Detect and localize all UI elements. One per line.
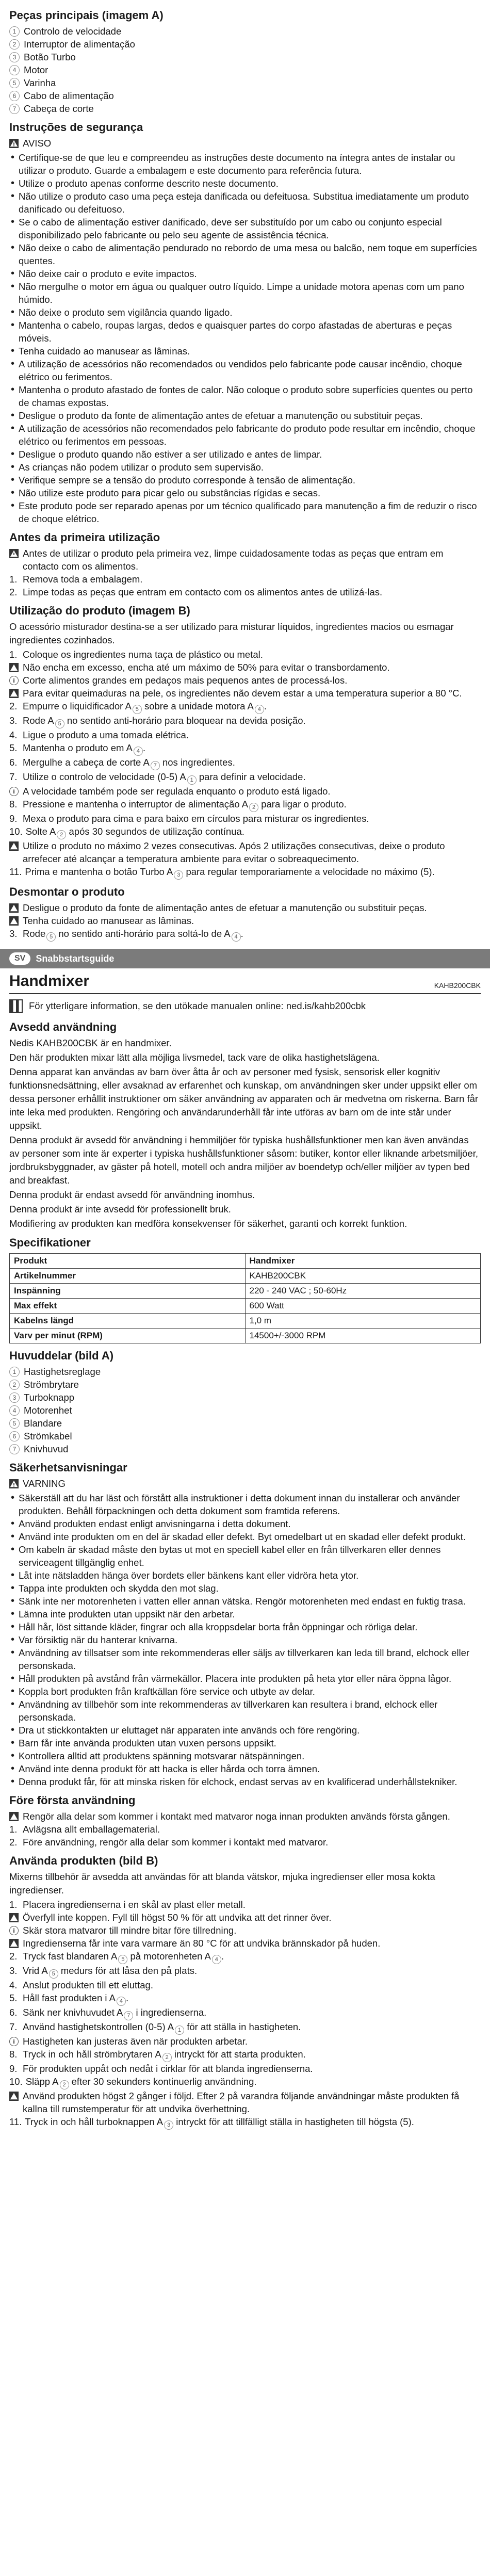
list-item: 10. Solte A 2 após 30 segundos de utilização contínua. bbox=[9, 825, 481, 839]
list-item: 6. Mergulhe a cabeça de corte A 7 nos ingredientes. bbox=[9, 756, 481, 770]
list-item: 8. Pressione e mantenha o interruptor de alimentação A 2 para ligar o produto. bbox=[9, 798, 481, 812]
list-item: 4 Motor bbox=[9, 63, 481, 76]
list-item: • A utilização de acessórios não recomendados ou vendidos pelo fabricante pode causar incêndio, choque elétrico ou ferimentos. bbox=[9, 358, 481, 383]
list-item: 3. Rode 5 no sentido anti-horário para soltá-lo de A 4 . bbox=[9, 927, 481, 942]
warning-icon bbox=[9, 903, 19, 913]
list-item: • Não utilize o produto caso uma peça esteja danificada ou defeituosa. Substitua imediatamente um produto danificado ou defeituoso. bbox=[9, 190, 481, 216]
list-item: • Håll hår, löst sittande kläder, fingrar och alla kroppsdelar borta från öppningar och rörliga delar. bbox=[9, 1621, 481, 1633]
list-item: 6 Strömkabel bbox=[9, 1430, 481, 1443]
list-item: • Não mergulhe o motor em água ou qualquer outro líquido. Limpe a unidade motora apenas com um pano húmido. bbox=[9, 280, 481, 306]
list-item: 4 Motorenhet bbox=[9, 1404, 481, 1417]
list-item: • Barn får inte använda produkten utan vuxen persons uppsikt. bbox=[9, 1737, 481, 1749]
list-item: • Não deixe o cabo de alimentação pendurado no rebordo de uma mesa ou balcão, nem toque em superfícies quentes. bbox=[9, 241, 481, 267]
list-item: 4. Ligue o produto a uma tomada elétrica. bbox=[9, 730, 189, 740]
sv-parts-heading: Huvuddelar (bild A) bbox=[9, 1349, 114, 1362]
qr-code-icon bbox=[9, 999, 23, 1013]
list-item: 5. Håll fast produkten i A 4 . bbox=[9, 1991, 481, 2006]
sv-spec-heading: Specifikationer bbox=[9, 1236, 91, 1249]
list-item: 2 Interruptor de alimentação bbox=[9, 38, 481, 51]
language-badge: SV bbox=[9, 952, 30, 965]
pt-use-intro: O acessório misturador destina-se a ser utilizado para misturar líquidos, ingredientes macios ou esmagar ingredientes cozinhados. bbox=[9, 621, 454, 645]
table-row: Artikelnummer KAHB200CBK bbox=[10, 1269, 481, 1284]
paragraph: Denna produkt är endast avsedd för användning inomhus. bbox=[9, 1189, 255, 1200]
spec-table bbox=[9, 1253, 481, 1343]
warning-icon bbox=[9, 1939, 19, 1948]
table-row: Max effekt 600 Watt bbox=[10, 1299, 481, 1314]
banner-title: Snabbstartsguide bbox=[36, 953, 115, 964]
warning-line: Desligue o produto da fonte de alimentação antes de efetuar a manutenção ou substituir peças. bbox=[9, 901, 481, 914]
warning-line: Utilize o produto no máximo 2 vezes consecutivas. Após 2 utilizações consecutivas, deixe o produto arrefecer até alcançar a temperatura ambiente para evitar o sobreaquecimento. bbox=[9, 839, 481, 865]
list-item: 2 Strömbrytare bbox=[9, 1378, 481, 1391]
list-item: 2. Limpe todas as peças que entram em contacto com os alimentos antes de utilizá-las. bbox=[9, 587, 383, 597]
list-item: • Sänk inte ner motorenheten i vatten eller annan vätska. Rengör motorenheten med endast en fuktig trasa. bbox=[9, 1595, 481, 1608]
sv-parts-list bbox=[9, 1365, 481, 1455]
list-item: • Använd inte denna produkt för att hacka is eller hårda och torra ämnen. bbox=[9, 1762, 481, 1775]
list-item: • Var försiktig när du hanterar knivarna. bbox=[9, 1633, 481, 1646]
warning-icon bbox=[9, 1479, 19, 1488]
warning-line: Ingredienserna får inte vara varmare än 80 °C för att undvika brännskador på huden. bbox=[9, 1937, 481, 1950]
pt-parts-list bbox=[9, 25, 481, 115]
list-item: • Mantenha o produto afastado de fontes de calor. Não coloque o produto sobre superfícies quentes ou perto de chamas expostas. bbox=[9, 383, 481, 409]
page-title: Handmixer bbox=[9, 973, 90, 990]
list-item: 1. Placera ingredienserna i en skål av plast eller metall. bbox=[9, 1899, 246, 1910]
table-row: Produkt Handmixer bbox=[10, 1254, 481, 1269]
sv-first-use-heading: Före första användning bbox=[9, 1794, 136, 1807]
list-item: 9. Mexa o produto para cima e para baixo em círculos para misturar os ingredientes. bbox=[9, 813, 369, 824]
warning-icon bbox=[9, 2092, 19, 2101]
table-row: Varv per minut (RPM) 14500+/-3000 RPM bbox=[10, 1328, 481, 1343]
warning-line: Använd produkten högst 2 gånger i följd. Efter 2 på varandra följande användningar måste produkten få kallna till rumstemperatur för att undvika överhettning. bbox=[9, 2089, 481, 2115]
warning-icon bbox=[9, 549, 19, 558]
list-item: 3. Rode A 5 no sentido anti-horário para bloquear na devida posição. bbox=[9, 714, 481, 728]
list-item: 11. Prima e mantenha o botão Turbo A 3 para regular temporariamente a velocidade no máximo (5). bbox=[9, 865, 481, 880]
list-item: • Använd inte produkten om en del är skadad eller defekt. Byt omedelbart ut en skadad eller defekt produkt. bbox=[9, 1530, 481, 1543]
warning-icon bbox=[9, 1812, 19, 1821]
list-item: 1 Hastighetsreglage bbox=[9, 1365, 481, 1378]
info-icon: i bbox=[9, 787, 19, 796]
article-code: KAHB200CBK bbox=[434, 981, 481, 990]
list-item: 7. Använd hastighetskontrollen (0-5) A 1 för att ställa in hastigheten. bbox=[9, 2020, 481, 2035]
table-row: Kabelns längd 1,0 m bbox=[10, 1314, 481, 1328]
warning-icon bbox=[9, 689, 19, 698]
list-item: • Não deixe o produto sem vigilância quando ligado. bbox=[9, 306, 481, 319]
sv-use-intro: Mixerns tillbehör är avsedda att användas för att blanda vätskor, mjuka ingredienser eller mosa kokta ingredienser. bbox=[9, 1871, 435, 1895]
info-icon: i bbox=[9, 2037, 19, 2046]
paragraph: Denna produkt är avsedd för användning i hemmiljöer för typiska hushållsfunktioner men kan även användas av personer som inte är experter i typiska hushållsfunktioner såsom: butiker, kontor eller liknande arbetsmiljöer, jordbruksbyggnader, av gäster på hotell, motell och andra miljöer av boendetyp och/eller miljöer av typen bed and breakfast. bbox=[9, 1135, 478, 1186]
warning-icon bbox=[9, 841, 19, 851]
list-item: • Mantenha o cabelo, roupas largas, dedos e quaisquer partes do corpo afastadas de aberturas e peças móveis. bbox=[9, 319, 481, 345]
list-item: 9. För produkten uppåt och nedåt i cirklar för att blanda ingredienserna. bbox=[9, 2063, 313, 2074]
warning-icon bbox=[9, 1913, 19, 1922]
list-item: • Utilize o produto apenas conforme descrito neste documento. bbox=[9, 177, 481, 190]
list-item: 11. Tryck in och håll turboknappen A 3 intryckt för att tillfälligt ställa in hastigheten till högsta (5). bbox=[9, 2115, 481, 2130]
paragraph: Nedis KAHB200CBK är en handmixer. bbox=[9, 1038, 172, 1048]
list-item: 2. Empurre o liquidificador A 5 sobre a unidade motora A 4 . bbox=[9, 700, 481, 714]
info-line: i Skär stora matvaror till mindre bitar före tillredning. bbox=[9, 1924, 481, 1937]
list-item: 7 Knivhuvud bbox=[9, 1443, 481, 1455]
list-item: • A utilização de acessórios não recomendados pelo fabricante do produto pode resultar em incêndio, choque elétrico ou ferimentos em pessoas. bbox=[9, 422, 481, 448]
pt-safety-list bbox=[9, 151, 481, 525]
section-banner bbox=[0, 949, 490, 968]
warning-line: Não encha em excesso, encha até um máximo de 50% para evitar o transbordamento. bbox=[9, 661, 481, 674]
list-item: 3 Botão Turbo bbox=[9, 51, 481, 63]
list-item: 3. Vrid A 5 medurs för att låsa den på plats. bbox=[9, 1964, 481, 1979]
sv-warning: VARNING bbox=[9, 1477, 481, 1490]
list-item: • Verifique sempre se a tensão do produto corresponde à tensão de alimentação. bbox=[9, 474, 481, 487]
list-item: 1. Coloque os ingredientes numa taça de plástico ou metal. bbox=[9, 649, 263, 660]
list-item: • Se o cabo de alimentação estiver danificado, deve ser substituído por um cabo ou conjunto especial disponibilizado pelo fabricante ou pelo seu agente de assistência técnica. bbox=[9, 216, 481, 241]
warning-line: Para evitar queimaduras na pele, os ingredientes não devem estar a uma temperatura superior a 80 °C. bbox=[9, 687, 481, 700]
list-item: 6 Cabo de alimentação bbox=[9, 89, 481, 102]
table-row: Inspänning 220 - 240 VAC ; 50-60Hz bbox=[10, 1284, 481, 1299]
list-item: 7. Utilize o controlo de velocidade (0-5) A 1 para definir a velocidade. bbox=[9, 770, 481, 785]
sv-safety-list bbox=[9, 1492, 481, 1788]
info-icon: i bbox=[9, 676, 19, 685]
sv-use-heading: Använda produkten (bild B) bbox=[9, 1854, 158, 1867]
list-item: 5 Varinha bbox=[9, 76, 481, 89]
list-item: 1. Remova toda a embalagem. bbox=[9, 574, 143, 585]
warning-line: Tenha cuidado ao manusear as lâminas. bbox=[9, 914, 481, 927]
warning-icon bbox=[9, 916, 19, 926]
warning-icon bbox=[9, 139, 19, 148]
list-item: 2. Tryck fast blandaren A 5 på motorenheten A 4 . bbox=[9, 1950, 481, 1964]
list-item: • Desligue o produto da fonte de alimentação antes de efetuar a manutenção ou substituir peças. bbox=[9, 409, 481, 422]
sv-safety-heading: Säkerhetsanvisningar bbox=[9, 1461, 127, 1474]
list-item: • Koppla bort produkten från kraftkällan före service och utbyte av delar. bbox=[9, 1685, 481, 1698]
list-item: • Denna produkt får, för att minska risken för elchock, endast servas av en kvalificerad underhållstekniker. bbox=[9, 1775, 481, 1788]
pt-safety-heading: Instruções de segurança bbox=[9, 121, 143, 134]
sv-first-warning: Rengör alla delar som kommer i kontakt med matvaror noga innan produkten används första gången. bbox=[9, 1810, 481, 1823]
warning-line: Överfyll inte koppen. Fyll till högst 50 % för att undvika att det rinner över. bbox=[9, 1911, 481, 1924]
list-item: • Este produto pode ser reparado apenas por um técnico qualificado para manutenção a fim de reduzir o risco de choque elétrico. bbox=[9, 499, 481, 525]
list-item: • Não utilize este produto para picar gelo ou substâncias rígidas e secas. bbox=[9, 487, 481, 499]
list-item: 7 Cabeça de corte bbox=[9, 102, 481, 115]
list-item: 10. Släpp A 2 efter 30 sekunders kontinuerlig användning. bbox=[9, 2075, 481, 2089]
pt-use-heading: Utilização do produto (imagem B) bbox=[9, 604, 190, 617]
list-item: 1. Avlägsna allt emballagematerial. bbox=[9, 1824, 160, 1835]
list-item: • Dra ut stickkontakten ur eluttaget när apparaten inte används och före rengöring. bbox=[9, 1724, 481, 1737]
list-item: • Tappa inte produkten och skydda den mot slag. bbox=[9, 1582, 481, 1595]
manual-header bbox=[9, 968, 481, 994]
list-item: 4. Anslut produkten till ett eluttag. bbox=[9, 1980, 153, 1990]
list-item: • Håll produkten på avstånd från värmekällor. Placera inte produkten på heta ytor eller nära öppna lågor. bbox=[9, 1672, 481, 1685]
list-item: • Kontrollera alltid att produktens spänning motsvarar nätspänningen. bbox=[9, 1749, 481, 1762]
list-item: • Om kabeln är skadad måste den bytas ut mot en speciell kabel eller en från tillverkaren eller dennes serviceagent tillgänglig enhet. bbox=[9, 1543, 481, 1569]
list-item: • Tenha cuidado ao manusear as lâminas. bbox=[9, 345, 481, 358]
list-item: 8. Tryck in och håll strömbrytaren A 2 intryckt för att starta produkten. bbox=[9, 2048, 481, 2062]
info-line: i A velocidade também pode ser regulada enquanto o produto está ligado. bbox=[9, 785, 481, 798]
list-item: • Lämna inte produkten utan uppsikt när den arbetar. bbox=[9, 1608, 481, 1621]
list-item: • Desligue o produto quando não estiver a ser utilizado e antes de limpar. bbox=[9, 448, 481, 461]
pt-parts-heading: Peças principais (imagem A) bbox=[9, 9, 164, 22]
list-item: • Certifique-se de que leu e compreendeu as instruções deste documento na íntegra antes de instalar ou utilizar o produto. Guarde a embalagem e este documento para referência futura. bbox=[9, 151, 481, 177]
info-line: i Corte alimentos grandes em pedaços mais pequenos antes de processá-los. bbox=[9, 674, 481, 687]
list-item: 6. Sänk ner knivhuvudet A 7 i ingredienserna. bbox=[9, 2006, 481, 2020]
paragraph: Denna apparat kan användas av barn över åtta år och av personer med fysisk, sensorisk eller kognitiv funktionsnedsättning, eller avsaknad av erfarenhet och kunskap, om användningen sker under uppsikt eller om dessa personer erhållit instruktioner om säker användning av apparaten och är medvetna om riskerna. Barn får inte leka med produkten. Rengöring och användarunderhåll får inte utföras av barn om de inte står under uppsikt. bbox=[9, 1066, 479, 1131]
list-item: • Använd produkten endast enligt anvisningarna i detta dokument. bbox=[9, 1517, 481, 1530]
list-item: • Användning av tillbehör som inte rekommenderas av tillverkaren kan resultera i brand, elchock eller personskada. bbox=[9, 1698, 481, 1724]
paragraph: Den här produkten mixar lätt alla möjliga livsmedel, tack vare de olika hastighetslägena. bbox=[9, 1052, 380, 1063]
list-item: 3 Turboknapp bbox=[9, 1391, 481, 1404]
manual-link-text[interactable]: För ytterligare information, se den utökade manualen online: ned.is/kahb200cbk bbox=[29, 1000, 366, 1011]
info-line: i Hastigheten kan justeras även när produkten arbetar. bbox=[9, 2035, 481, 2048]
list-item: • Säkerställ att du har läst och förstått alla instruktioner i detta dokument innan du installerar och använder produkten. Behåll förpackningen och detta dokument som framtida referens. bbox=[9, 1492, 481, 1517]
list-item: 5. Mantenha o produto em A 4 . bbox=[9, 741, 481, 756]
list-item: • Användning av tillsatser som inte rekommenderas eller säljs av tillverkaren kan leda till brand, elchock eller personskada. bbox=[9, 1646, 481, 1672]
sv-intended-heading: Avsedd användning bbox=[9, 1020, 117, 1033]
list-item: 5 Blandare bbox=[9, 1417, 481, 1430]
pt-warning: AVISO bbox=[9, 137, 481, 150]
warning-icon bbox=[9, 663, 19, 672]
list-item: • As crianças não podem utilizar o produto sem supervisão. bbox=[9, 461, 481, 474]
paragraph: Denna produkt är inte avsedd för professionellt bruk. bbox=[9, 1204, 231, 1214]
list-item: 1 Controlo de velocidade bbox=[9, 25, 481, 38]
paragraph: Modifiering av produkten kan medföra konsekvenser för säkerhet, garanti och korrekt funktion. bbox=[9, 1218, 407, 1229]
list-item: 2. Före användning, rengör alla delar som kommer i kontakt med matvaror. bbox=[9, 1837, 329, 1848]
list-item: • Não deixe cair o produto e evite impactos. bbox=[9, 267, 481, 280]
info-icon: i bbox=[9, 1926, 19, 1935]
manual-link bbox=[9, 999, 481, 1013]
pt-first-use-heading: Antes da primeira utilização bbox=[9, 531, 160, 544]
pt-first-warning: Antes de utilizar o produto pela primeira vez, limpe cuidadosamente todas as peças que entram em contacto com os alimentos. bbox=[9, 547, 481, 573]
list-item: • Låt inte nätsladden hänga över bordets eller bänkens kant eller vidröra heta ytor. bbox=[9, 1569, 481, 1582]
pt-disassemble-heading: Desmontar o produto bbox=[9, 885, 125, 898]
